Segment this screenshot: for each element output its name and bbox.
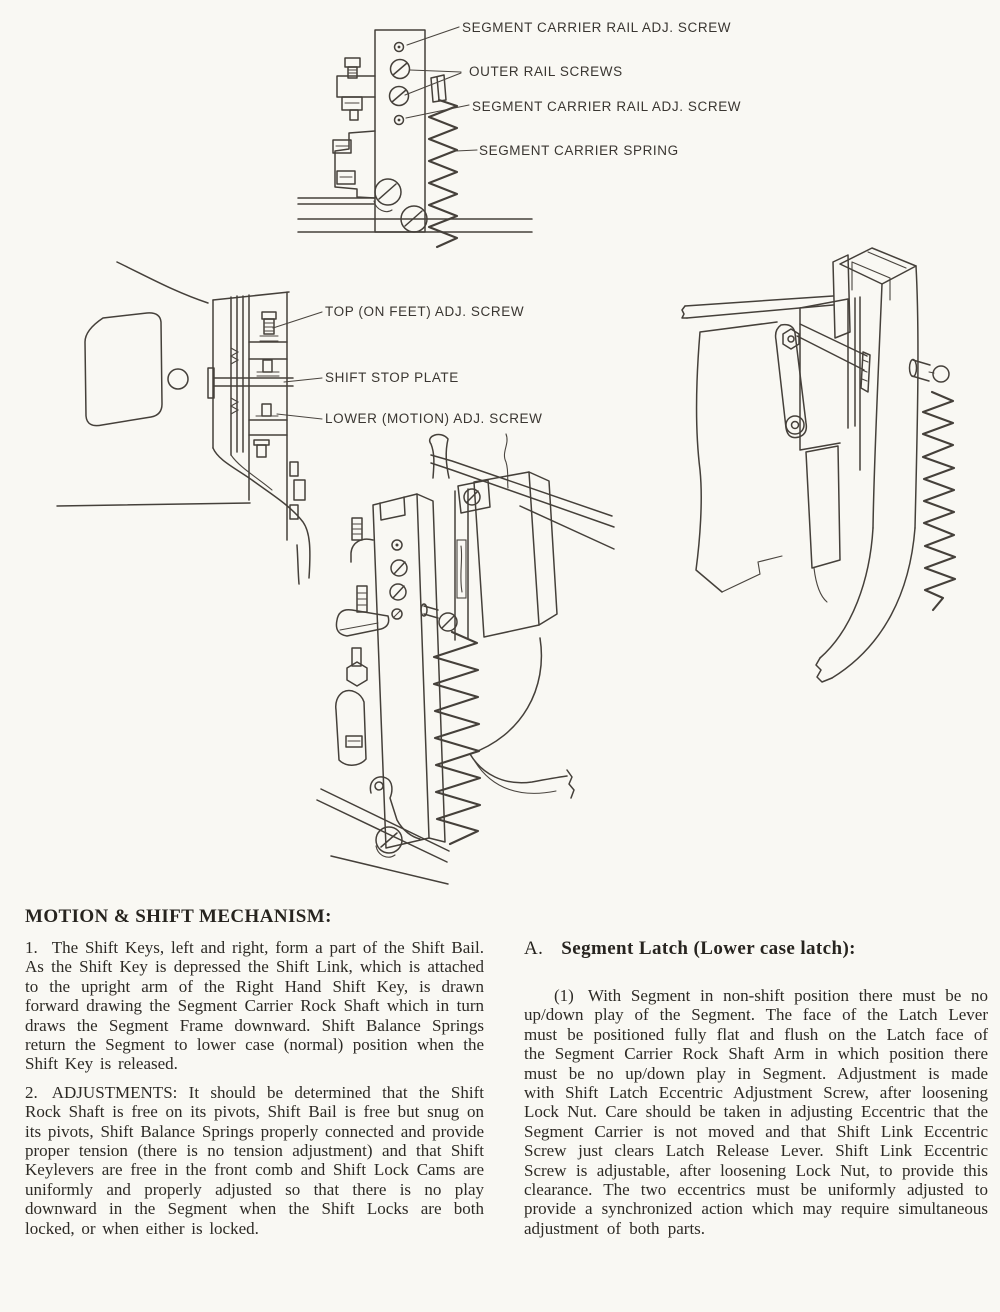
callout-lower-motion-adj-screw: LOWER (MOTION) ADJ. SCREW <box>325 411 543 426</box>
paragraph-text: The Shift Keys, left and right, form a part of the Shift Bail. As the Shift Key is depressed the Shift Link, which is attached to the upright arm of the Right Hand Shift Key, is drawn forward drawing the Segment Carrier Rock Shaft which in turn draws the Segment Frame downward. Shift Balance Springs return the Segment to lower case (normal) position when the Shift Key is released. <box>25 938 484 1074</box>
section-heading-motion-shift: MOTION & SHIFT MECHANISM: <box>25 906 332 927</box>
callout-segment-carrier-spring: SEGMENT CARRIER SPRING <box>479 143 679 158</box>
paragraph-1 <box>25 938 484 1074</box>
callout-segment-carrier-rail-adj-screw-lower: SEGMENT CARRIER RAIL ADJ. SCREW <box>472 99 742 114</box>
paragraph-number: (1) <box>554 986 574 1005</box>
section-title: Segment Latch (Lower case latch): <box>561 938 856 959</box>
callout-segment-carrier-rail-adj-screw-upper: SEGMENT CARRIER RAIL ADJ. SCREW <box>462 20 732 35</box>
paragraph-number: 2. <box>25 1082 38 1102</box>
callout-shift-stop-plate: SHIFT STOP PLATE <box>325 370 459 385</box>
section-heading-segment-latch <box>524 938 988 960</box>
figure-right-segment-latch <box>682 248 955 682</box>
figure-center-segment-carrier <box>317 434 614 884</box>
right-column <box>524 938 988 1247</box>
section-letter: A. <box>524 938 544 959</box>
figure-top-segment-carrier-rail <box>298 30 532 247</box>
paragraph-number: 1. <box>25 938 38 957</box>
paragraph-text: With Segment in non-shift position there must be no up/down play of the Segment. The face of the Latch Lever must be positioned fully flat and flush on the Latch face of the Segment Carrier Rock Shaft Arm in which position there must be no up/down play in Segment. Adjustment is made with Shift Latch Eccentric Adjustment Screw, after loosening Lock Nut. Care should be taken in adjusting Eccentric that the Segment Carrier is not moved and that Shift Link Eccentric Screw just clears Latch Release Lever. Shift Link Eccentric Screw is adjustable, after loosening Lock Nut, to provide this clearance. The two eccentrics must be uniformly adjusted to provide a synchronized action which may require simultaneous adjustment of both parts. <box>524 986 988 1238</box>
paragraph-2 <box>25 1083 484 1238</box>
paragraph-a1 <box>524 986 988 1238</box>
callout-outer-rail-screws: OUTER RAIL SCREWS <box>469 64 623 79</box>
figure-left-motion-adjustments <box>57 262 310 584</box>
left-column <box>25 906 484 1247</box>
callout-top-on-feet-adj-screw: TOP (ON FEET) ADJ. SCREW <box>325 304 525 319</box>
paragraph-text: ADJUSTMENTS: It should be determined that the Shift Rock Shaft is free on its pivots, Shift Bail is free but snug on its pivots, Shift Balance Springs properly connected and provide proper tension (there is no tension adjustment) and that Shift Keylevers are free in the front comb and Shift Lock Cams are uniformly and properly adjusted so that there is no play downward in the Segment when the Shift Locks are both locked, or when either is locked. <box>25 1082 484 1238</box>
